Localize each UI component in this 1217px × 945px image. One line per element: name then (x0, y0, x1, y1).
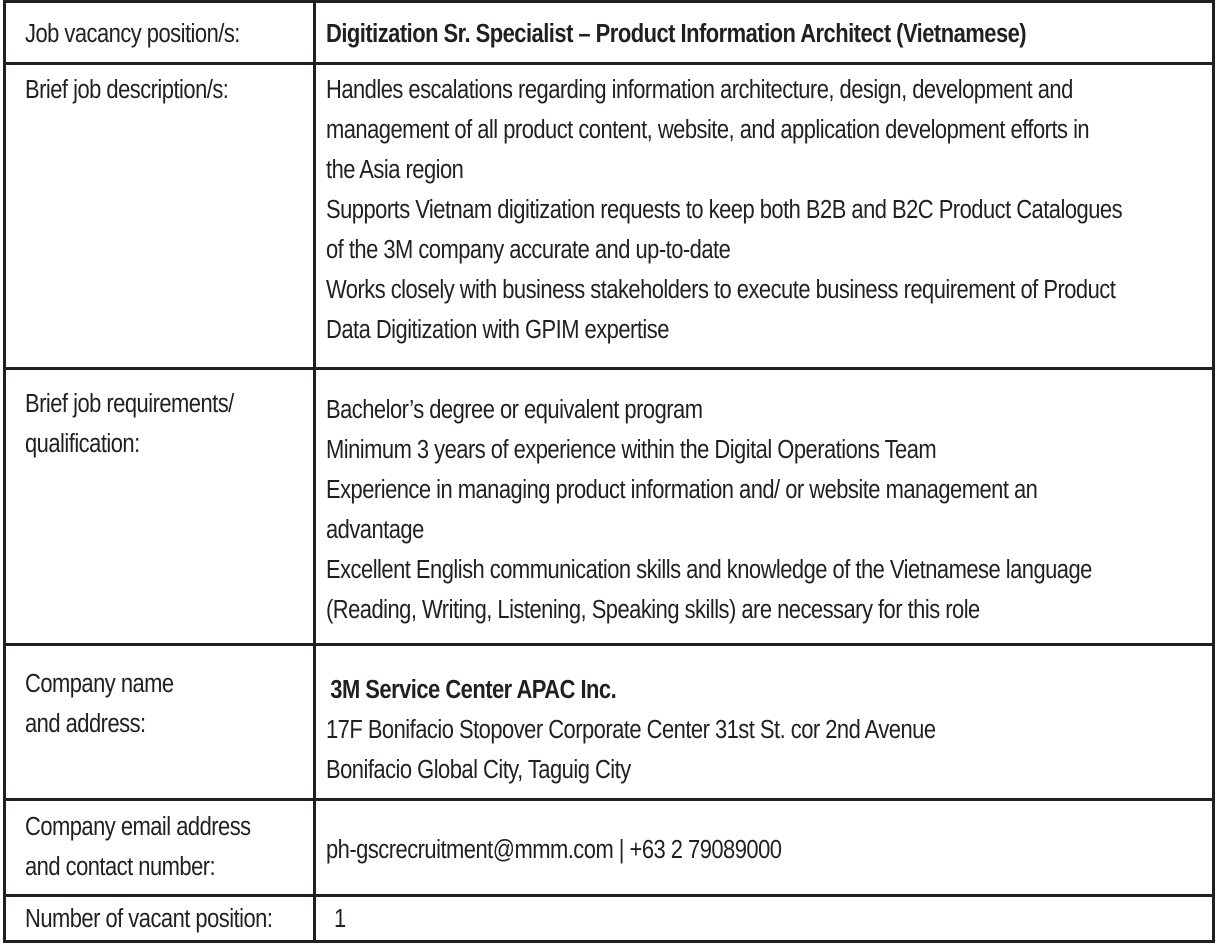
description-text (326, 70, 1122, 350)
company-address-line: Bonifacio Global City, Taguig City (326, 756, 631, 784)
company-label-line: Company name (25, 670, 174, 698)
contact-label-line: Company email address (25, 813, 251, 841)
contact-info: ph-gscrecruitment@mmm.com | +63 2 79089000 (326, 836, 782, 864)
position-label: Job vacancy position/s: (25, 20, 240, 48)
company-info (326, 670, 936, 790)
description-line: Supports Vietnam digitization requests to keep both B2B and B2C Product Catalogues (326, 196, 1123, 224)
requirements-label-line: Brief job requirements/ (25, 390, 234, 418)
description-line: management of all product content, website, and application development efforts in (326, 116, 1090, 144)
row-divider (6, 798, 1212, 801)
company-label (25, 664, 174, 744)
requirement-line: Minimum 3 years of experience within the Digital Operations Team (326, 436, 937, 464)
description-line: of the 3M company accurate and up-to-date (326, 236, 731, 264)
row-divider (6, 367, 1212, 370)
position-title: Digitization Sr. Specialist – Product Information Architect (Vietnamese) (326, 20, 1027, 48)
vacancies-count: 1 (334, 905, 346, 933)
description-label: Brief job description/s: (25, 76, 229, 104)
company-label-line: and address: (25, 710, 146, 738)
description-line: the Asia region (326, 156, 464, 184)
requirement-line: (Reading, Writing, Listening, Speaking skills) are necessary for this role (326, 596, 980, 624)
description-line: Data Digitization with GPIM expertise (326, 316, 669, 344)
requirement-line: Bachelor’s degree or equivalent program (326, 396, 703, 424)
vacancies-label: Number of vacant position: (25, 905, 273, 933)
company-name: 3M Service Center APAC Inc. (330, 676, 617, 704)
description-line: Works closely with business stakeholders to execute business requirement of Product (326, 276, 1116, 304)
requirements-label (25, 384, 234, 464)
contact-label (25, 807, 251, 887)
row-divider (6, 643, 1212, 646)
company-address-line: 17F Bonifacio Stopover Corporate Center 31st St. cor 2nd Avenue (326, 716, 936, 744)
requirement-line: advantage (326, 516, 424, 544)
description-line: Handles escalations regarding information architecture, design, development and (326, 76, 1073, 104)
contact-label-line: and contact number: (25, 853, 216, 881)
job-vacancy-table (3, 0, 1215, 943)
requirement-line: Experience in managing product information and/ or website management an (326, 476, 1038, 504)
requirement-line: Excellent English communication skills and knowledge of the Vietnamese language (326, 556, 1092, 584)
requirements-label-line: qualification: (25, 430, 140, 458)
row-divider (6, 894, 1212, 897)
requirements-text (326, 390, 1092, 630)
row-divider (6, 62, 1212, 65)
